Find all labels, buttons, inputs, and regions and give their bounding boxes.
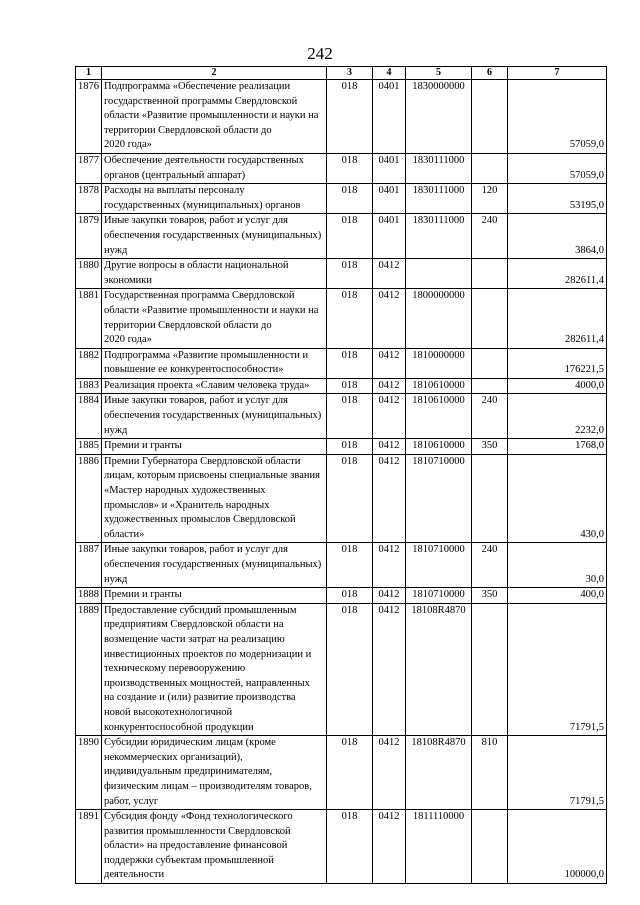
section-code: 0412	[373, 736, 406, 810]
row-number: 1888	[76, 588, 102, 604]
row-description: Реализация проекта «Славим человека труда»	[102, 378, 327, 394]
ministry-code: 018	[327, 348, 373, 378]
table-row	[76, 378, 607, 394]
column-header-2: 2	[102, 67, 327, 80]
target-article-code: 18108R4870	[406, 736, 472, 810]
row-amount: 71791,5	[508, 736, 607, 810]
row-number: 1880	[76, 259, 102, 289]
target-article-code: 1810610000	[406, 439, 472, 455]
section-code: 0412	[373, 289, 406, 348]
row-amount: 53195,0	[508, 184, 607, 214]
row-description: Премии и гранты	[102, 588, 327, 604]
expense-type-code	[472, 153, 508, 183]
column-header-1: 1	[76, 67, 102, 80]
ministry-code: 018	[327, 214, 373, 259]
ministry-code: 018	[327, 259, 373, 289]
row-number: 1891	[76, 810, 102, 884]
row-amount: 400,0	[508, 588, 607, 604]
row-number: 1887	[76, 543, 102, 588]
target-article-code: 1810610000	[406, 394, 472, 439]
row-number: 1876	[76, 80, 102, 154]
table-row	[76, 736, 607, 810]
target-article-code: 1810000000	[406, 348, 472, 378]
section-code: 0412	[373, 348, 406, 378]
ministry-code: 018	[327, 153, 373, 183]
row-number: 1882	[76, 348, 102, 378]
budget-table	[75, 66, 607, 884]
target-article-code: 1811110000	[406, 810, 472, 884]
row-amount: 2232,0	[508, 394, 607, 439]
ministry-code: 018	[327, 603, 373, 735]
row-number: 1878	[76, 184, 102, 214]
row-amount: 1768,0	[508, 439, 607, 455]
row-description: Субсидия фонду «Фонд технологического развития промышленности Свердловской области» на предоставление финансовой поддержки субъектам промышленной деятельности	[102, 810, 327, 884]
row-description: Иные закупки товаров, работ и услуг для обеспечения государственных (муниципальных) нужд	[102, 214, 327, 259]
row-amount: 57059,0	[508, 80, 607, 154]
expense-type-code	[472, 80, 508, 154]
target-article-code: 1830000000	[406, 80, 472, 154]
table-row	[76, 289, 607, 348]
target-article-code: 1800000000	[406, 289, 472, 348]
column-header-4: 4	[373, 67, 406, 80]
expense-type-code: 350	[472, 439, 508, 455]
ministry-code: 018	[327, 588, 373, 604]
table-body	[76, 80, 607, 884]
ministry-code: 018	[327, 289, 373, 348]
table-row	[76, 80, 607, 154]
table-row	[76, 588, 607, 604]
expense-type-code: 120	[472, 184, 508, 214]
expense-type-code: 240	[472, 394, 508, 439]
ministry-code: 018	[327, 543, 373, 588]
row-number: 1883	[76, 378, 102, 394]
row-number: 1884	[76, 394, 102, 439]
row-description: Премии Губернатора Свердловской области лицам, которым присвоены специальные звания «Мастер народных художественных промыслов» и «Хранитель народных художественных промыслов Свердловской области»	[102, 454, 327, 543]
target-article-code: 1810710000	[406, 543, 472, 588]
section-code: 0412	[373, 454, 406, 543]
section-code: 0401	[373, 153, 406, 183]
section-code: 0401	[373, 184, 406, 214]
target-article-code: 1830111000	[406, 184, 472, 214]
expense-type-code	[472, 454, 508, 543]
row-description: Премии и гранты	[102, 439, 327, 455]
section-code: 0412	[373, 394, 406, 439]
row-amount: 71791,5	[508, 603, 607, 735]
table-row	[76, 348, 607, 378]
row-description: Предоставление субсидий промышленным предприятиям Свердловской области на возмещение части затрат на реализацию инвестиционных проектов по модернизации и техническому перевооружению производственных мощностей, направленных на создание и (или) развитие производства новой высокотехнологичной конкурентоспособной продукции	[102, 603, 327, 735]
row-description: Подпрограмма «Обеспечение реализации государственной программы Свердловской области «Развитие промышленности и науки на территории Свердловской области до 2020 года»	[102, 80, 327, 154]
row-amount: 3864,0	[508, 214, 607, 259]
target-article-code: 1830111000	[406, 153, 472, 183]
ministry-code: 018	[327, 810, 373, 884]
expense-type-code	[472, 810, 508, 884]
expense-type-code	[472, 259, 508, 289]
row-description: Иные закупки товаров, работ и услуг для обеспечения государственных (муниципальных) нужд	[102, 394, 327, 439]
row-amount: 57059,0	[508, 153, 607, 183]
target-article-code	[406, 259, 472, 289]
section-code: 0412	[373, 588, 406, 604]
ministry-code: 018	[327, 394, 373, 439]
section-code: 0412	[373, 439, 406, 455]
table-row	[76, 543, 607, 588]
row-number: 1879	[76, 214, 102, 259]
row-number: 1889	[76, 603, 102, 735]
target-article-code: 1810710000	[406, 454, 472, 543]
expense-type-code: 240	[472, 214, 508, 259]
row-amount: 4000,0	[508, 378, 607, 394]
expense-type-code	[472, 348, 508, 378]
row-description: Другие вопросы в области национальной экономики	[102, 259, 327, 289]
column-header-5: 5	[406, 67, 472, 80]
section-code: 0412	[373, 259, 406, 289]
table-row	[76, 454, 607, 543]
table-row	[76, 394, 607, 439]
section-code: 0412	[373, 378, 406, 394]
section-code: 0412	[373, 543, 406, 588]
ministry-code: 018	[327, 378, 373, 394]
target-article-code: 1830111000	[406, 214, 472, 259]
row-number: 1877	[76, 153, 102, 183]
row-description: Расходы на выплаты персоналу государственных (муниципальных) органов	[102, 184, 327, 214]
section-code: 0401	[373, 80, 406, 154]
target-article-code: 18108R4870	[406, 603, 472, 735]
row-number: 1881	[76, 289, 102, 348]
header-row	[76, 67, 607, 80]
column-header-3: 3	[327, 67, 373, 80]
section-code: 0401	[373, 214, 406, 259]
target-article-code: 1810610000	[406, 378, 472, 394]
row-amount: 176221,5	[508, 348, 607, 378]
row-description: Субсидии юридическим лицам (кроме некоммерческих организаций), индивидуальным предпринимателям, физическим лицам – производителям товаров, работ, услуг	[102, 736, 327, 810]
expense-type-code: 810	[472, 736, 508, 810]
expense-type-code	[472, 289, 508, 348]
row-description: Подпрограмма «Развитие промышленности и повышение ее конкурентоспособности»	[102, 348, 327, 378]
table-row	[76, 184, 607, 214]
row-amount: 100000,0	[508, 810, 607, 884]
section-code: 0412	[373, 810, 406, 884]
row-number: 1886	[76, 454, 102, 543]
row-amount: 282611,4	[508, 289, 607, 348]
ministry-code: 018	[327, 736, 373, 810]
target-article-code: 1810710000	[406, 588, 472, 604]
table-row	[76, 259, 607, 289]
row-number: 1890	[76, 736, 102, 810]
row-description: Обеспечение деятельности государственных органов (центральный аппарат)	[102, 153, 327, 183]
expense-type-code	[472, 603, 508, 735]
page-number: 242	[307, 44, 333, 63]
expense-type-code: 240	[472, 543, 508, 588]
table-row	[76, 439, 607, 455]
expense-type-code	[472, 378, 508, 394]
table-row	[76, 153, 607, 183]
ministry-code: 018	[327, 439, 373, 455]
row-number: 1885	[76, 439, 102, 455]
ministry-code: 018	[327, 454, 373, 543]
table-row	[76, 603, 607, 735]
row-amount: 30,0	[508, 543, 607, 588]
section-code: 0412	[373, 603, 406, 735]
row-amount: 430,0	[508, 454, 607, 543]
row-description: Иные закупки товаров, работ и услуг для обеспечения государственных (муниципальных) нужд	[102, 543, 327, 588]
ministry-code: 018	[327, 184, 373, 214]
ministry-code: 018	[327, 80, 373, 154]
row-description: Государственная программа Свердловской области «Развитие промышленности и науки на территории Свердловской области до 2020 года»	[102, 289, 327, 348]
expense-type-code: 350	[472, 588, 508, 604]
column-header-7: 7	[508, 67, 607, 80]
table-row	[76, 810, 607, 884]
row-amount: 282611,4	[508, 259, 607, 289]
column-header-6: 6	[472, 67, 508, 80]
table-row	[76, 214, 607, 259]
